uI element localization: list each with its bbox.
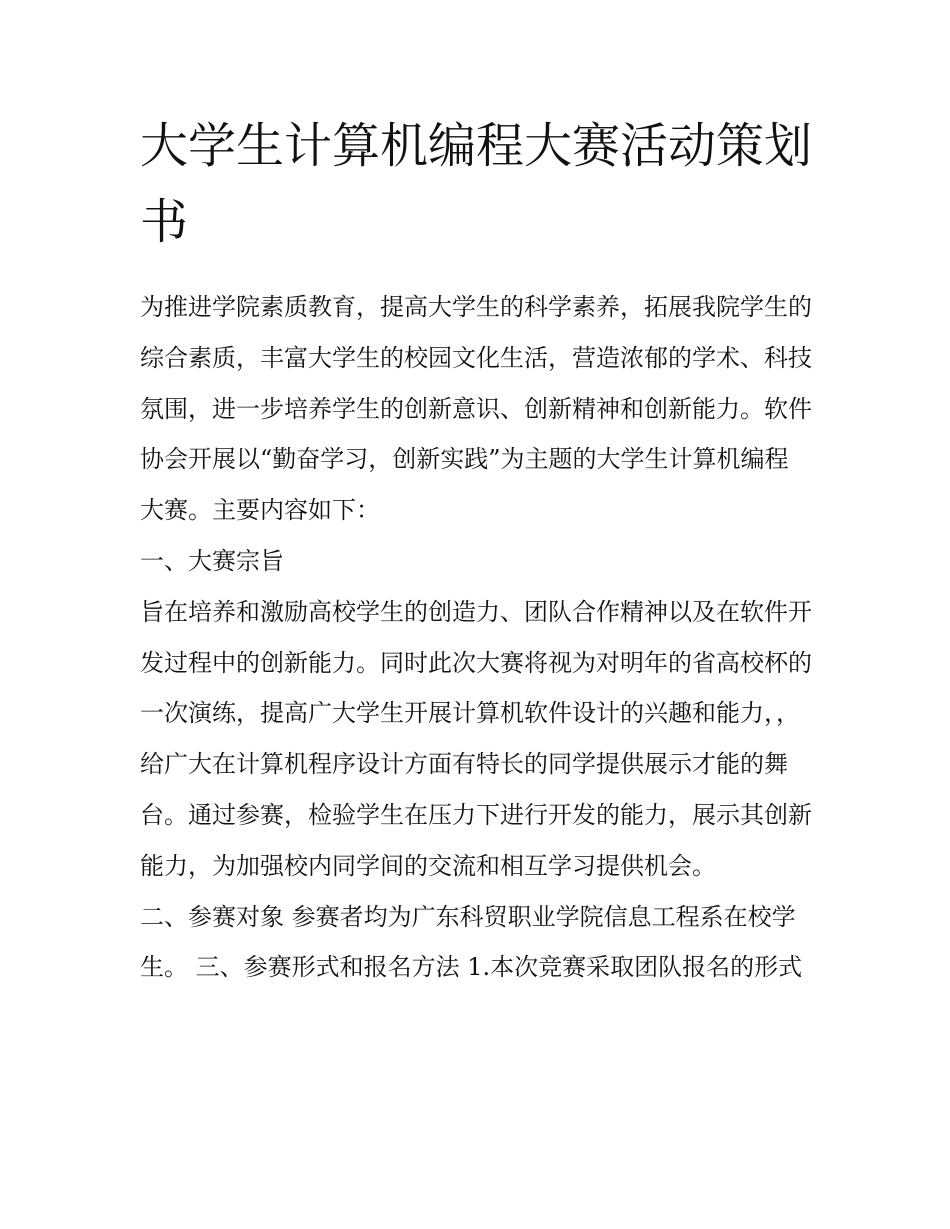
- purpose-paragraph: 旨在培养和激励高校学生的创造力、团队合作精神以及在软件开发过程中的创新能力。同时此次大赛将视为对明年的省高校杯的一次演练，提高广大学生开展计算机软件设计的兴趣和能力，，给广大在计算机程序设计方面有特长的同学提供展示才能的舞台。通过参赛，检验学生在压力下进行开发的能力，展示其创新能力，为加强校内同学间的交流和相互学习提供机会。: [140, 597, 812, 880]
- participants-and-format-paragraph: 二、参赛对象 参赛者均为广东科贸职业学院信息工程系在校学生。 三、参赛形式和报名方法 1.本次竞赛采取团队报名的形式: [140, 902, 803, 982]
- intro-paragraph: 为推进学院素质教育，提高大学生的科学素养，拓展我院学生的综合素质，丰富大学生的校园文化生活，营造浓郁的学术、科技氛围，进一步培养学生的创新意识、创新精神和创新能力。软件协会开展以“勤奋学习，创新实践”为主题的大学生计算机编程大赛。主要内容如下：: [140, 293, 812, 525]
- document-content: [140, 108, 812, 993]
- document-title: 大学生计算机编程大赛活动策划书: [140, 118, 813, 250]
- document-body: [140, 282, 812, 993]
- section-heading-purpose: 一、大赛宗旨: [140, 546, 284, 575]
